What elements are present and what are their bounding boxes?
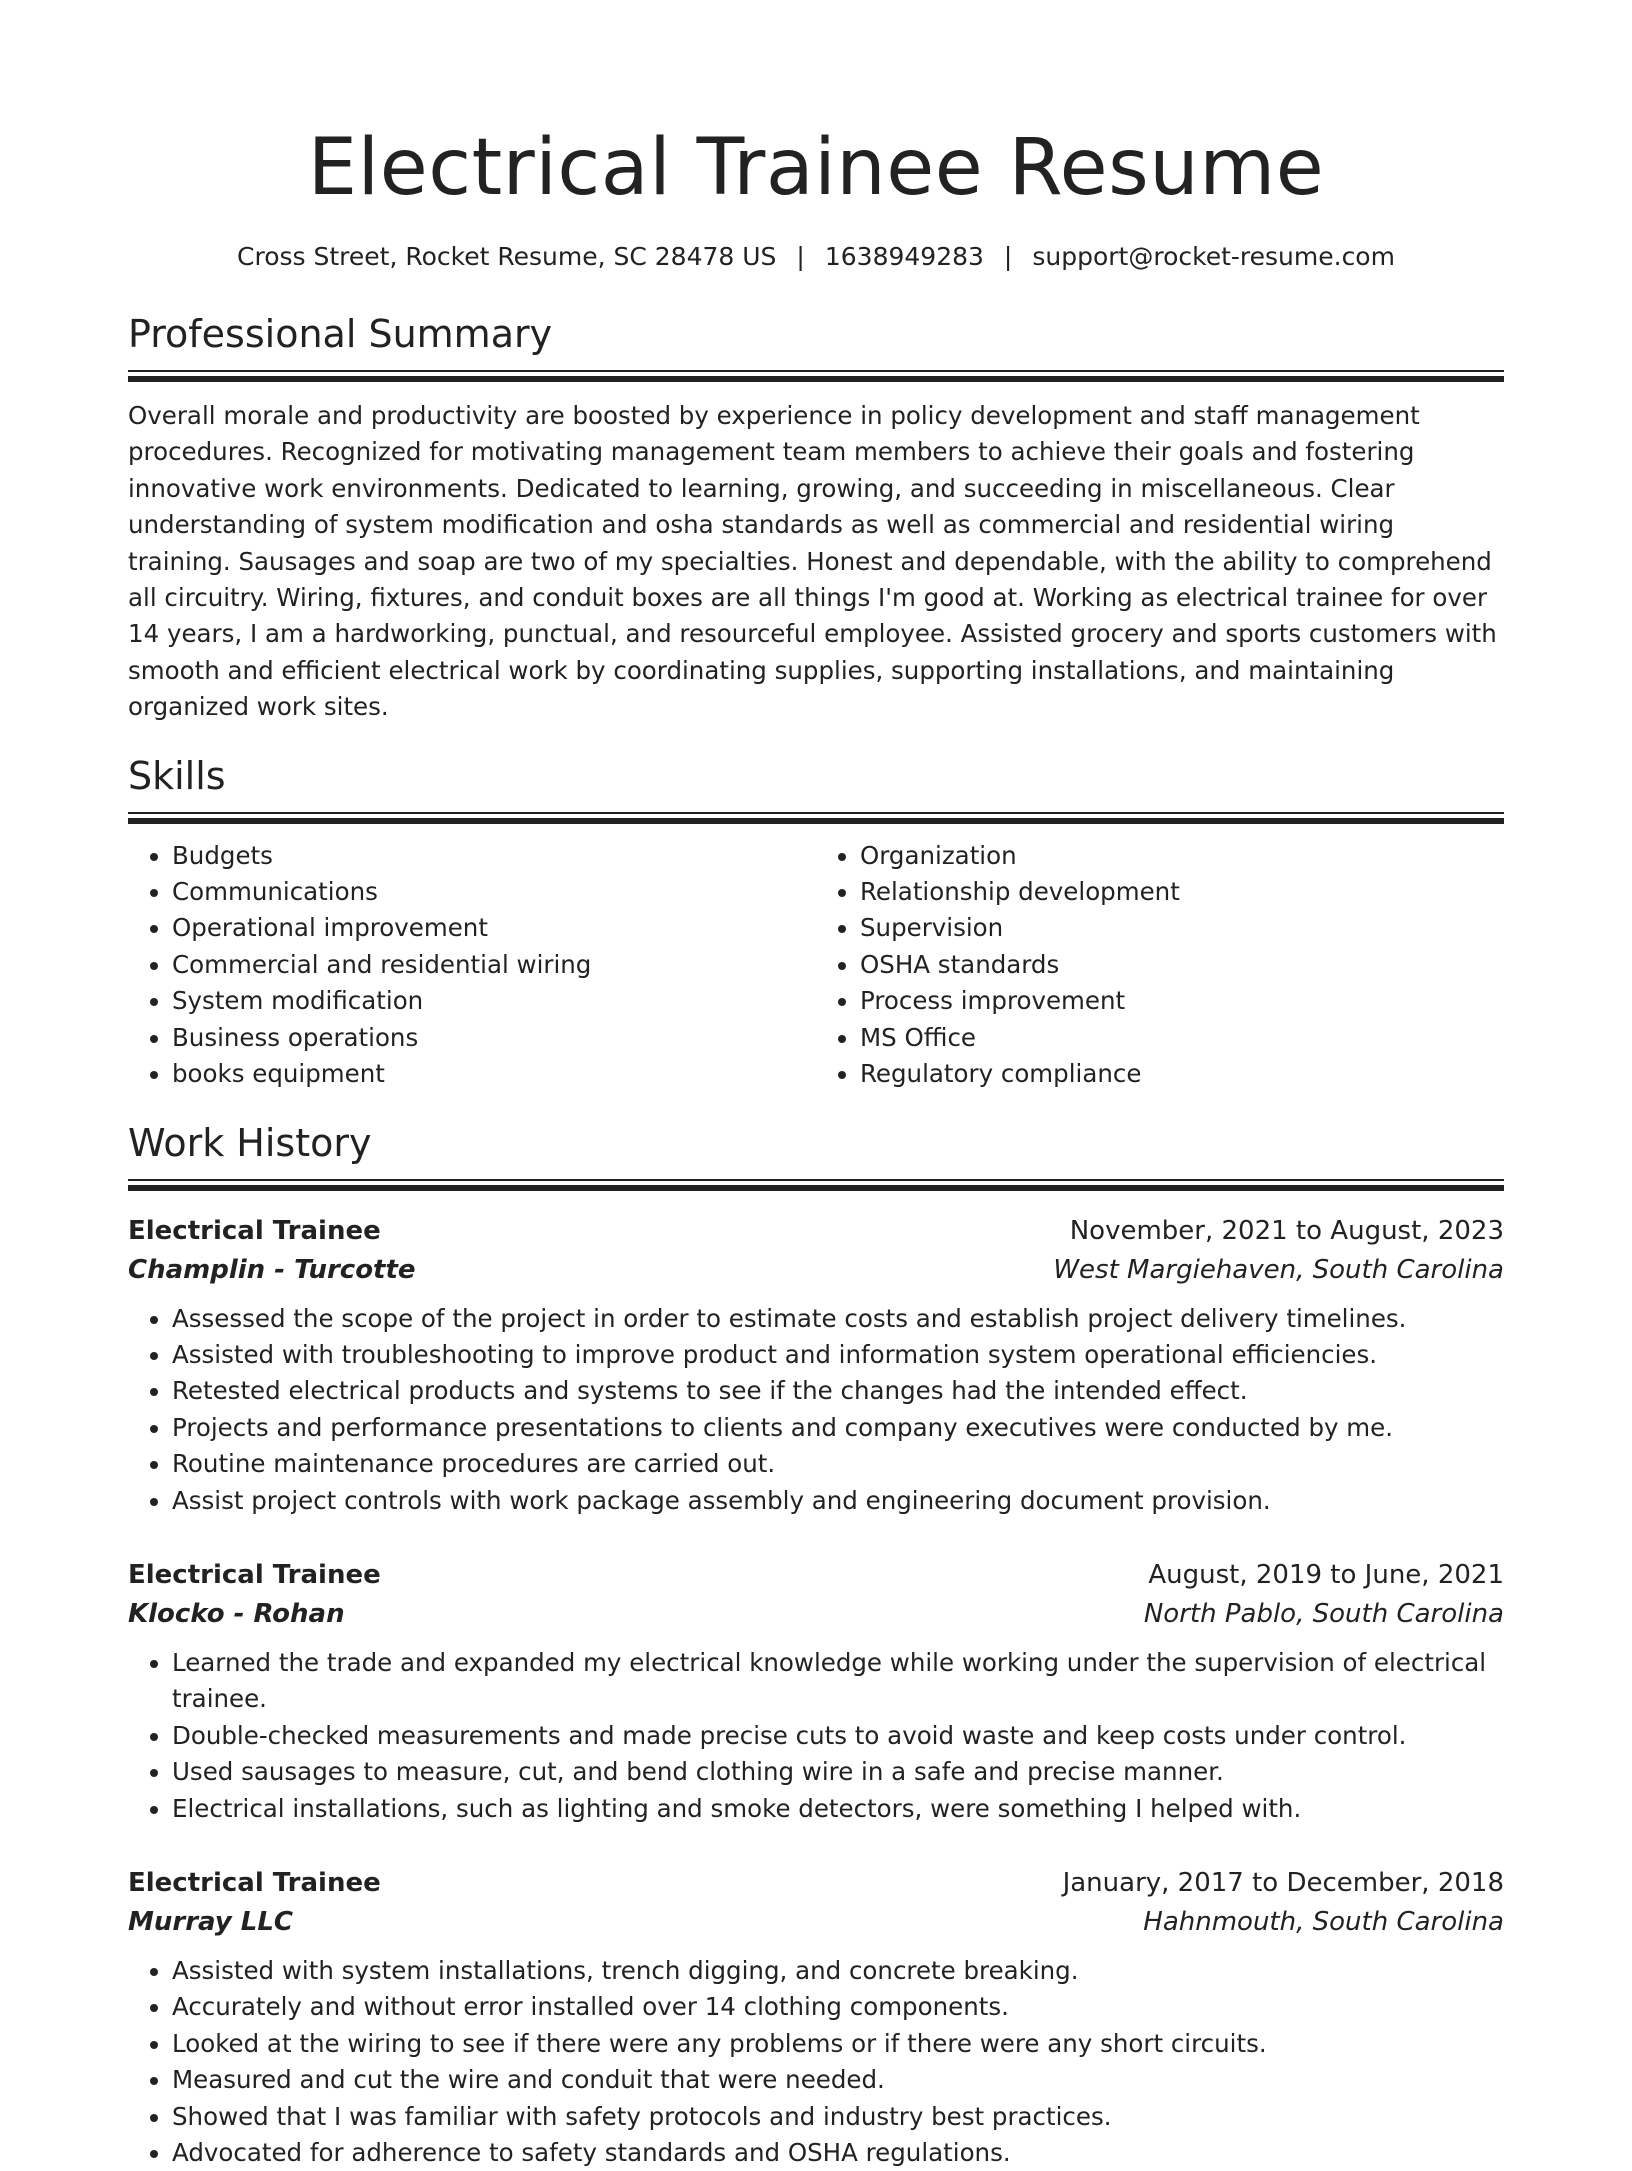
skill-item: • System modification: [172, 983, 816, 1019]
job-bullet: • Projects and performance presentations to clients and company executives were conducted by me.: [172, 1410, 1504, 1446]
job-location: North Pablo, South Carolina: [1144, 1595, 1504, 1633]
skill-item: • Relationship development: [860, 874, 1504, 910]
job-bullet: • Showed that I was familiar with safety protocols and industry best practices.: [172, 2099, 1504, 2135]
contact-email: support@rocket-resume.com: [1032, 242, 1395, 271]
job-bullet: • Measured and cut the wire and conduit that were needed.: [172, 2062, 1504, 2098]
job-bullet: • Assist project controls with work package assembly and engineering document provision.: [172, 1483, 1504, 1519]
job-location: West Margiehaven, South Carolina: [1053, 1251, 1504, 1289]
resume-title: Electrical Trainee Resume: [128, 118, 1504, 218]
skill-item: • books equipment: [172, 1056, 816, 1092]
summary-heading: Professional Summary: [128, 310, 1504, 358]
skills-columns: [128, 838, 1504, 1093]
contact-phone: 1638949283: [825, 242, 984, 271]
job-entry: [128, 1555, 1504, 1827]
contact-address: Cross Street, Rocket Resume, SC 28478 US: [237, 242, 776, 271]
job-bullet: • Assisted with troubleshooting to improve product and information system operational efficiencies.: [172, 1337, 1504, 1373]
skill-item: • Communications: [172, 874, 816, 910]
job-title: Electrical Trainee: [128, 1211, 381, 1251]
job-bullet: • Advocated for adherence to safety standards and OSHA regulations.: [172, 2135, 1504, 2171]
work-history-section: [128, 1119, 1504, 2171]
skills-list-right: [816, 838, 1504, 1093]
skill-item: • MS Office: [860, 1020, 1504, 1056]
job-bullet: • Looked at the wiring to see if there were any problems or if there were any short circuits.: [172, 2026, 1504, 2062]
skill-item: • Regulatory compliance: [860, 1056, 1504, 1092]
job-bullet: • Accurately and without error installed over 14 clothing components.: [172, 1989, 1504, 2025]
job-bullet: • Learned the trade and expanded my electrical knowledge while working under the supervision of electrical trainee.: [172, 1645, 1504, 1718]
skill-item: • Supervision: [860, 910, 1504, 946]
summary-text: Overall morale and productivity are boosted by experience in policy development and staff management procedures. Recognized for motivating management team members to achieve their goals and fostering innovative work environments. Dedicated to learning, growing, and succeeding in miscellaneous. Clear understanding of system modification and osha standards as well as commercial and residential wiring training. Sausages and soap are two of my specialties. Honest and dependable, with the ability to comprehend all circuitry. Wiring, fixtures, and conduit boxes are all things I'm good at. Working as electrical trainee for over 14 years, I am a hardworking, punctual, and resourceful employee. Assisted grocery and sports customers with smooth and efficient electrical work by coordinating supplies, supporting installations, and maintaining organized work sites.: [128, 398, 1504, 726]
job-bullet: • Assisted with system installations, trench digging, and concrete breaking.: [172, 1953, 1504, 1989]
skill-item: • Organization: [860, 838, 1504, 874]
contact-line: [128, 240, 1504, 274]
skill-item: • Process improvement: [860, 983, 1504, 1019]
contact-separator: |: [796, 240, 804, 274]
skill-item: • Budgets: [172, 838, 816, 874]
contact-separator: |: [1004, 240, 1012, 274]
job-bullet: • Assessed the scope of the project in order to estimate costs and establish project delivery timelines.: [172, 1301, 1504, 1337]
job-bullets: [128, 1645, 1504, 1827]
job-title: Electrical Trainee: [128, 1863, 381, 1903]
job-bullets: [128, 1301, 1504, 1519]
section-rule-thick: [128, 1185, 1504, 1191]
job-location: Hahnmouth, South Carolina: [1143, 1903, 1504, 1941]
work-history-heading: Work History: [128, 1119, 1504, 1167]
job-title: Electrical Trainee: [128, 1555, 381, 1595]
skill-item: • OSHA standards: [860, 947, 1504, 983]
job-dates: November, 2021 to August, 2023: [1070, 1211, 1504, 1251]
job-company: Champlin - Turcotte: [128, 1251, 416, 1289]
job-company: Murray LLC: [128, 1903, 293, 1941]
summary-section: [128, 310, 1504, 726]
job-bullet: • Used sausages to measure, cut, and bend clothing wire in a safe and precise manner.: [172, 1754, 1504, 1790]
section-rule-thick: [128, 376, 1504, 382]
job-dates: January, 2017 to December, 2018: [1063, 1863, 1504, 1903]
skills-section: [128, 752, 1504, 1093]
job-bullet: • Double-checked measurements and made precise cuts to avoid waste and keep costs under control.: [172, 1718, 1504, 1754]
job-entry: [128, 1863, 1504, 2171]
job-company: Klocko - Rohan: [128, 1595, 345, 1633]
skill-item: • Commercial and residential wiring: [172, 947, 816, 983]
job-bullet: • Electrical installations, such as lighting and smoke detectors, were something I helped with.: [172, 1791, 1504, 1827]
section-rule-thick: [128, 818, 1504, 824]
skills-heading: Skills: [128, 752, 1504, 800]
job-entry: [128, 1211, 1504, 1519]
job-bullet: • Routine maintenance procedures are carried out.: [172, 1446, 1504, 1482]
section-rule: [128, 1179, 1504, 1181]
skill-item: • Business operations: [172, 1020, 816, 1056]
skill-item: • Operational improvement: [172, 910, 816, 946]
section-rule: [128, 370, 1504, 372]
section-rule: [128, 812, 1504, 814]
job-dates: August, 2019 to June, 2021: [1148, 1555, 1504, 1595]
job-bullets: [128, 1953, 1504, 2171]
job-bullet: • Retested electrical products and systems to see if the changes had the intended effect.: [172, 1373, 1504, 1409]
skills-list-left: [128, 838, 816, 1093]
